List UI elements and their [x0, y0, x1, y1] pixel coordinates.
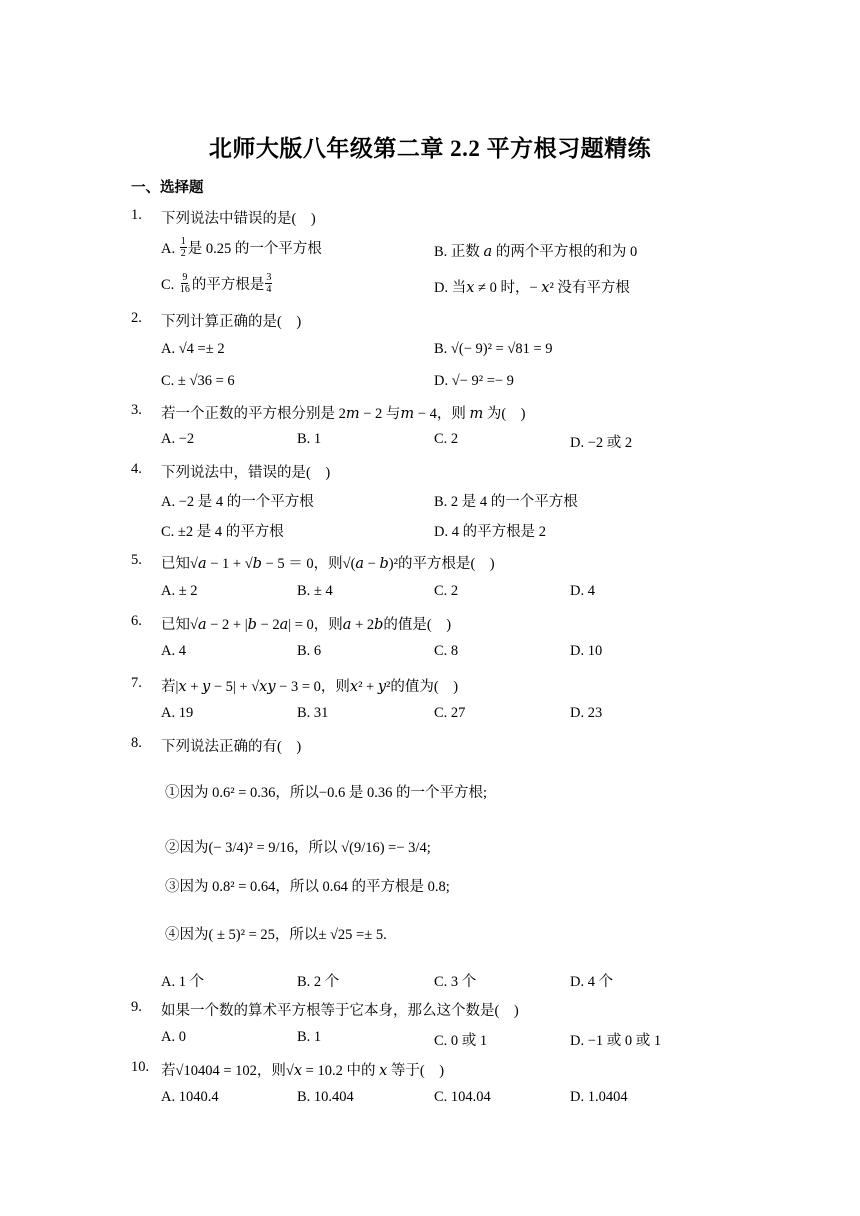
- numerator: 3: [266, 272, 272, 284]
- option-b: B. ± 4: [297, 583, 333, 599]
- option-d: D. 4 个: [570, 974, 614, 990]
- option-d: D. √− 9² =− 9: [434, 373, 514, 389]
- option-a: A. 1 个: [161, 974, 205, 990]
- question-stem: 若|𝑥 + 𝑦 − 5| + √𝑥𝑦 − 3 = 0，则𝑥² + 𝑦²的值为( ): [161, 679, 459, 695]
- statement-3: ③因为 0.8² = 0.64，所以 0.64 的平方根是 0.8;: [165, 879, 450, 895]
- option-c: C. 104.04: [434, 1089, 491, 1105]
- option-label: A.: [161, 241, 176, 257]
- option-c: C. ±2 是 4 的平方根: [161, 524, 284, 540]
- question-stem: 若一个正数的平方根分别是 2𝑚 − 2 与𝑚 − 4，则 𝑚 为( ): [161, 406, 526, 422]
- question-number: 10.: [131, 1059, 150, 1075]
- question-stem: 已知√𝑎 − 2 + |𝑏 − 2𝑎| = 0，则𝑎 + 2𝑏的值是( ): [161, 617, 452, 633]
- option-d: D. −2 或 2: [570, 435, 633, 451]
- section-heading: 一、选择题: [131, 180, 204, 196]
- question-number: 1.: [131, 207, 142, 223]
- question-stem: 下列说法中错误的是( ): [161, 211, 316, 227]
- question-number: 9.: [131, 999, 142, 1015]
- numerator: 1: [180, 236, 186, 248]
- question-number: 6.: [131, 613, 142, 629]
- numerator: 9: [182, 272, 188, 284]
- option-a: A. −2: [161, 431, 195, 447]
- question-number: 3.: [131, 402, 142, 418]
- option-c: C. 2: [434, 431, 459, 447]
- option-d: D. −1 或 0 或 1: [570, 1033, 662, 1049]
- option-c: C. 8: [434, 643, 459, 659]
- question-number: 7.: [131, 675, 142, 691]
- question-stem: 下列说法中，错误的是( ): [161, 465, 331, 481]
- option-label: C.: [161, 277, 175, 293]
- option-c: [161, 273, 273, 297]
- question-stem: 下列说法正确的有( ): [161, 739, 302, 755]
- option-a: A. 0: [161, 1029, 186, 1045]
- denominator: 4: [266, 284, 272, 296]
- denominator: 16: [179, 284, 190, 296]
- option-text: 的平方根是: [191, 277, 265, 293]
- option-b: B. 正数 𝑎 的两个平方根的和为 0: [434, 244, 638, 260]
- option-b: B. 2 是 4 的一个平方根: [434, 494, 578, 510]
- page-title: 北师大版八年级第二章 2.2 平方根习题精练: [208, 136, 652, 161]
- option-a: A. ± 2: [161, 583, 198, 599]
- option-b: B. 1: [297, 1029, 322, 1045]
- question-stem: 已知√𝑎 − 1 + √𝑏 − 5 ＝ 0，则√(𝑎 − 𝑏)²的平方根是( ): [161, 556, 495, 572]
- option-a: A. −2 是 4 的一个平方根: [161, 494, 314, 510]
- option-a: A. 4: [161, 643, 186, 659]
- option-b: B. 1: [297, 431, 322, 447]
- option-d: D. 当𝑥 ≠ 0 时，− 𝑥² 没有平方根: [434, 280, 630, 296]
- option-b: B. 31: [297, 705, 329, 721]
- option-text: 是 0.25 的一个平方根: [187, 241, 322, 257]
- option-a: [161, 237, 322, 261]
- statement-2: ②因为(− 3/4)² = 9/16，所以 √(9/16) =− 3/4;: [165, 840, 431, 856]
- question-stem: 如果一个数的算术平方根等于它本身，那么这个数是( ): [161, 1003, 519, 1019]
- question-number: 8.: [131, 735, 142, 751]
- option-b: B. 2 个: [297, 974, 340, 990]
- statement-1: ①因为 0.6² = 0.36，所以−0.6 是 0.36 的一个平方根;: [165, 785, 487, 801]
- option-a: A. √4 =± 2: [161, 341, 225, 357]
- option-c: C. 3 个: [434, 974, 477, 990]
- denominator: 2: [180, 248, 186, 260]
- option-c: C. 0 或 1: [434, 1033, 488, 1049]
- option-b: B. √(− 9)² = √81 = 9: [434, 341, 553, 357]
- question-stem: 下列计算正确的是( ): [161, 314, 302, 330]
- fraction: [265, 272, 272, 295]
- fraction: [179, 272, 191, 295]
- option-d: D. 23: [570, 705, 603, 721]
- option-d: D. 1.0404: [570, 1089, 628, 1105]
- option-a: A. 19: [161, 705, 194, 721]
- option-d: D. 10: [570, 643, 603, 659]
- question-number: 5.: [131, 552, 142, 568]
- fraction: [180, 236, 187, 259]
- option-c: C. ± √36 = 6: [161, 373, 235, 389]
- statement-4: ④因为( ± 5)² = 25，所以± √25 =± 5.: [165, 927, 387, 943]
- option-b: B. 6: [297, 643, 322, 659]
- option-a: A. 1040.4: [161, 1089, 219, 1105]
- option-b: B. 10.404: [297, 1089, 354, 1105]
- option-d: D. 4 的平方根是 2: [434, 524, 546, 540]
- question-stem: 若√10404 = 102，则√𝑥 = 10.2 中的 𝑥 等于( ): [161, 1063, 445, 1079]
- option-c: C. 27: [434, 705, 466, 721]
- option-d: D. 4: [570, 583, 595, 599]
- question-number: 4.: [131, 461, 142, 477]
- question-number: 2.: [131, 310, 142, 326]
- option-c: C. 2: [434, 583, 459, 599]
